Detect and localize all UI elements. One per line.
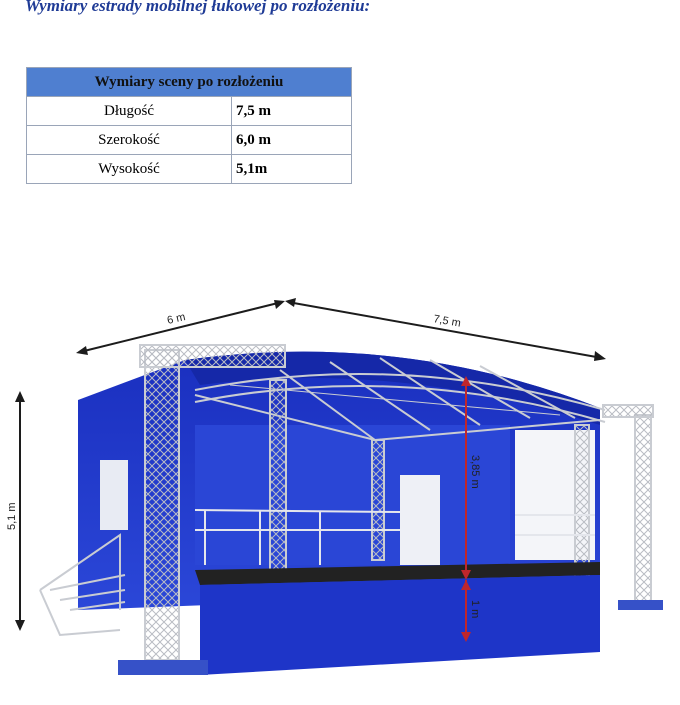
table-row [27, 155, 352, 184]
row-value: 5,1m [232, 155, 352, 184]
row-label: Wysokość [27, 155, 232, 184]
stage-illustration [0, 290, 680, 705]
width-label: 6 m [165, 311, 187, 327]
table-row [27, 97, 352, 126]
dimensions-table [26, 67, 352, 184]
clearance-label: 3,85 m [469, 455, 481, 489]
stage-skirt [200, 575, 600, 675]
row-value: 7,5 m [232, 97, 352, 126]
length-label: 7,5 m [432, 313, 462, 330]
height-label: 5,1 m [6, 502, 18, 530]
row-value: 6,0 m [232, 126, 352, 155]
row-label: Szerokość [27, 126, 232, 155]
table-header: Wymiary sceny po rozłożeniu [27, 68, 352, 97]
stage-back-wall [195, 425, 510, 565]
row-label: Długość [27, 97, 232, 126]
deck-height-label: 1 m [469, 600, 481, 619]
table-row [27, 126, 352, 155]
page-heading: Wymiary estrady mobilnej łukowej po rozłożeniu: [25, 0, 371, 15]
